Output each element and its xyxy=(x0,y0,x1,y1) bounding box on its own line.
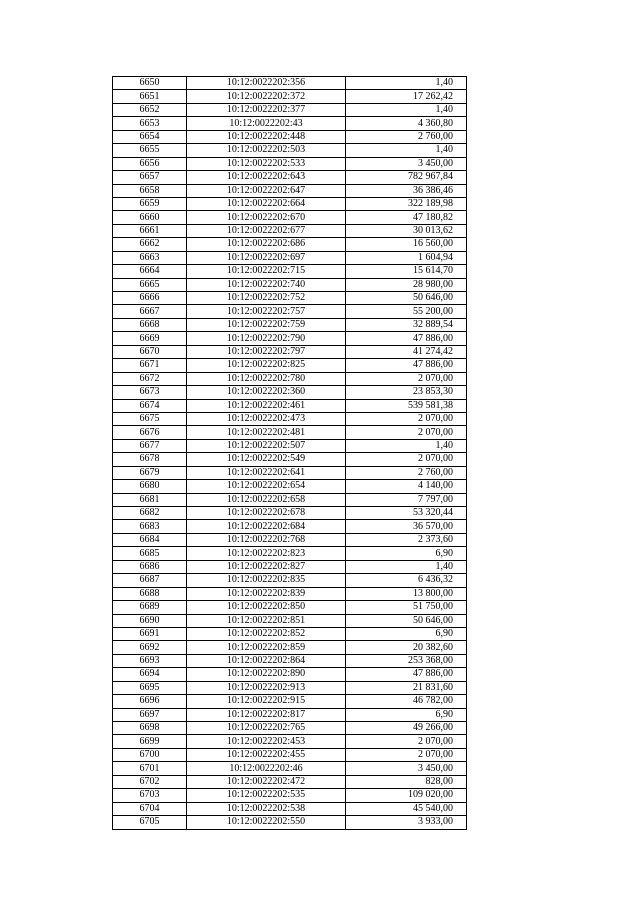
cadastral-number-cell: 10:12:0022202:827 xyxy=(187,560,346,573)
row-number-cell: 6686 xyxy=(113,560,187,573)
value-cell: 1,40 xyxy=(346,439,467,452)
row-number-cell: 6654 xyxy=(113,130,187,143)
cadastral-number-cell: 10:12:0022202:697 xyxy=(187,251,346,264)
table-row xyxy=(113,722,467,735)
value-cell: 3 450,00 xyxy=(346,157,467,170)
row-number-cell: 6696 xyxy=(113,695,187,708)
value-cell: 51 750,00 xyxy=(346,601,467,614)
row-number-cell: 6664 xyxy=(113,265,187,278)
cadastral-number-cell: 10:12:0022202:752 xyxy=(187,292,346,305)
table-row xyxy=(113,292,467,305)
value-cell: 46 782,00 xyxy=(346,695,467,708)
table-row xyxy=(113,816,467,829)
value-cell: 109 020,00 xyxy=(346,789,467,802)
cadastral-number-cell: 10:12:0022202:550 xyxy=(187,816,346,829)
value-cell: 28 980,00 xyxy=(346,278,467,291)
row-number-cell: 6677 xyxy=(113,439,187,452)
row-number-cell: 6692 xyxy=(113,641,187,654)
value-cell: 2 070,00 xyxy=(346,453,467,466)
table-row xyxy=(113,533,467,546)
value-cell: 16 560,00 xyxy=(346,238,467,251)
cadastral-number-cell: 10:12:0022202:835 xyxy=(187,574,346,587)
table-row xyxy=(113,332,467,345)
row-number-cell: 6667 xyxy=(113,305,187,318)
table-row xyxy=(113,439,467,452)
value-cell: 45 540,00 xyxy=(346,802,467,815)
table-row xyxy=(113,574,467,587)
table-row xyxy=(113,493,467,506)
table-row xyxy=(113,426,467,439)
row-number-cell: 6660 xyxy=(113,211,187,224)
table-row xyxy=(113,627,467,640)
cadastral-number-cell: 10:12:0022202:790 xyxy=(187,332,346,345)
cadastral-number-cell: 10:12:0022202:533 xyxy=(187,157,346,170)
table-row xyxy=(113,399,467,412)
row-number-cell: 6704 xyxy=(113,802,187,815)
cadastral-number-cell: 10:12:0022202:678 xyxy=(187,507,346,520)
cadastral-number-cell: 10:12:0022202:757 xyxy=(187,305,346,318)
value-cell: 53 320,44 xyxy=(346,507,467,520)
cadastral-number-cell: 10:12:0022202:46 xyxy=(187,762,346,775)
cadastral-number-cell: 10:12:0022202:823 xyxy=(187,547,346,560)
row-number-cell: 6670 xyxy=(113,345,187,358)
value-cell: 50 646,00 xyxy=(346,292,467,305)
value-cell: 36 386,46 xyxy=(346,184,467,197)
row-number-cell: 6676 xyxy=(113,426,187,439)
table-row xyxy=(113,735,467,748)
row-number-cell: 6673 xyxy=(113,386,187,399)
row-number-cell: 6687 xyxy=(113,574,187,587)
value-cell: 32 889,54 xyxy=(346,318,467,331)
cadastral-number-cell: 10:12:0022202:455 xyxy=(187,748,346,761)
value-cell: 55 200,00 xyxy=(346,305,467,318)
table-row xyxy=(113,775,467,788)
value-cell: 2 070,00 xyxy=(346,372,467,385)
row-number-cell: 6689 xyxy=(113,601,187,614)
cadastral-number-cell: 10:12:0022202:839 xyxy=(187,587,346,600)
value-cell: 1,40 xyxy=(346,77,467,90)
value-cell: 15 614,70 xyxy=(346,265,467,278)
table-row xyxy=(113,587,467,600)
value-cell: 36 570,00 xyxy=(346,520,467,533)
table-row xyxy=(113,318,467,331)
value-cell: 1,40 xyxy=(346,144,467,157)
row-number-cell: 6695 xyxy=(113,681,187,694)
cadastral-number-cell: 10:12:0022202:481 xyxy=(187,426,346,439)
cadastral-number-cell: 10:12:0022202:859 xyxy=(187,641,346,654)
value-cell: 1,40 xyxy=(346,560,467,573)
table-row xyxy=(113,238,467,251)
value-cell: 20 382,60 xyxy=(346,641,467,654)
row-number-cell: 6674 xyxy=(113,399,187,412)
table-row xyxy=(113,802,467,815)
table-row xyxy=(113,560,467,573)
cadastral-number-cell: 10:12:0022202:670 xyxy=(187,211,346,224)
row-number-cell: 6655 xyxy=(113,144,187,157)
cadastral-number-cell: 10:12:0022202:643 xyxy=(187,171,346,184)
cadastral-number-cell: 10:12:0022202:360 xyxy=(187,386,346,399)
cadastral-number-cell: 10:12:0022202:825 xyxy=(187,359,346,372)
cadastral-number-cell: 10:12:0022202:461 xyxy=(187,399,346,412)
value-cell: 47 180,82 xyxy=(346,211,467,224)
value-cell: 2 760,00 xyxy=(346,130,467,143)
value-cell: 49 266,00 xyxy=(346,722,467,735)
value-cell: 322 189,98 xyxy=(346,197,467,210)
table-row xyxy=(113,345,467,358)
row-number-cell: 6697 xyxy=(113,708,187,721)
cadastral-number-cell: 10:12:0022202:715 xyxy=(187,265,346,278)
row-number-cell: 6669 xyxy=(113,332,187,345)
row-number-cell: 6678 xyxy=(113,453,187,466)
row-number-cell: 6699 xyxy=(113,735,187,748)
value-cell: 6,90 xyxy=(346,627,467,640)
cadastral-number-cell: 10:12:0022202:377 xyxy=(187,103,346,116)
value-cell: 2 070,00 xyxy=(346,735,467,748)
row-number-cell: 6666 xyxy=(113,292,187,305)
value-cell: 47 886,00 xyxy=(346,332,467,345)
value-cell: 3 933,00 xyxy=(346,816,467,829)
cadastral-number-cell: 10:12:0022202:641 xyxy=(187,466,346,479)
table-row xyxy=(113,695,467,708)
value-cell: 782 967,84 xyxy=(346,171,467,184)
value-cell: 4 360,80 xyxy=(346,117,467,130)
row-number-cell: 6661 xyxy=(113,224,187,237)
cadastral-number-cell: 10:12:0022202:535 xyxy=(187,789,346,802)
cadastral-number-cell: 10:12:0022202:890 xyxy=(187,668,346,681)
cadastral-number-cell: 10:12:0022202:453 xyxy=(187,735,346,748)
row-number-cell: 6680 xyxy=(113,480,187,493)
value-cell: 17 262,42 xyxy=(346,90,467,103)
cadastral-number-cell: 10:12:0022202:658 xyxy=(187,493,346,506)
cadastral-number-cell: 10:12:0022202:654 xyxy=(187,480,346,493)
row-number-cell: 6652 xyxy=(113,103,187,116)
cadastral-number-cell: 10:12:0022202:356 xyxy=(187,77,346,90)
row-number-cell: 6681 xyxy=(113,493,187,506)
row-number-cell: 6675 xyxy=(113,412,187,425)
row-number-cell: 6658 xyxy=(113,184,187,197)
table-row xyxy=(113,211,467,224)
row-number-cell: 6688 xyxy=(113,587,187,600)
cadastral-number-cell: 10:12:0022202:664 xyxy=(187,197,346,210)
value-cell: 6,90 xyxy=(346,547,467,560)
value-cell: 2 070,00 xyxy=(346,412,467,425)
row-number-cell: 6657 xyxy=(113,171,187,184)
row-number-cell: 6653 xyxy=(113,117,187,130)
value-cell: 2 070,00 xyxy=(346,748,467,761)
row-number-cell: 6685 xyxy=(113,547,187,560)
cadastral-number-cell: 10:12:0022202:647 xyxy=(187,184,346,197)
row-number-cell: 6701 xyxy=(113,762,187,775)
row-number-cell: 6700 xyxy=(113,748,187,761)
cadastral-number-cell: 10:12:0022202:864 xyxy=(187,654,346,667)
table-row xyxy=(113,197,467,210)
row-number-cell: 6665 xyxy=(113,278,187,291)
value-cell: 23 853,30 xyxy=(346,386,467,399)
table-row xyxy=(113,305,467,318)
table-row xyxy=(113,224,467,237)
cadastral-number-cell: 10:12:0022202:759 xyxy=(187,318,346,331)
cadastral-number-cell: 10:12:0022202:768 xyxy=(187,533,346,546)
cadastral-number-cell: 10:12:0022202:850 xyxy=(187,601,346,614)
value-cell: 47 886,00 xyxy=(346,668,467,681)
table-row xyxy=(113,641,467,654)
row-number-cell: 6651 xyxy=(113,90,187,103)
value-cell: 50 646,00 xyxy=(346,614,467,627)
row-number-cell: 6668 xyxy=(113,318,187,331)
cadastral-number-cell: 10:12:0022202:684 xyxy=(187,520,346,533)
value-cell: 1 604,94 xyxy=(346,251,467,264)
cadastral-number-cell: 10:12:0022202:913 xyxy=(187,681,346,694)
table-row xyxy=(113,520,467,533)
table-row xyxy=(113,762,467,775)
table-row xyxy=(113,184,467,197)
row-number-cell: 6672 xyxy=(113,372,187,385)
cadastral-number-cell: 10:12:0022202:817 xyxy=(187,708,346,721)
value-cell: 21 831,60 xyxy=(346,681,467,694)
table-row xyxy=(113,748,467,761)
cadastral-number-cell: 10:12:0022202:740 xyxy=(187,278,346,291)
cadastral-number-cell: 10:12:0022202:851 xyxy=(187,614,346,627)
value-cell: 3 450,00 xyxy=(346,762,467,775)
row-number-cell: 6683 xyxy=(113,520,187,533)
value-cell: 828,00 xyxy=(346,775,467,788)
row-number-cell: 6691 xyxy=(113,627,187,640)
cadastral-number-cell: 10:12:0022202:915 xyxy=(187,695,346,708)
table-row xyxy=(113,90,467,103)
table-row xyxy=(113,601,467,614)
value-cell: 6,90 xyxy=(346,708,467,721)
table-row xyxy=(113,103,467,116)
table-row xyxy=(113,251,467,264)
row-number-cell: 6705 xyxy=(113,816,187,829)
value-cell: 1,40 xyxy=(346,103,467,116)
table-row xyxy=(113,171,467,184)
table-row xyxy=(113,507,467,520)
cadastral-number-cell: 10:12:0022202:472 xyxy=(187,775,346,788)
row-number-cell: 6662 xyxy=(113,238,187,251)
cadastral-number-cell: 10:12:0022202:765 xyxy=(187,722,346,735)
table-row xyxy=(113,144,467,157)
value-cell: 253 368,00 xyxy=(346,654,467,667)
table-row xyxy=(113,157,467,170)
table-row xyxy=(113,117,467,130)
table-row xyxy=(113,372,467,385)
row-number-cell: 6702 xyxy=(113,775,187,788)
cadastral-number-cell: 10:12:0022202:780 xyxy=(187,372,346,385)
value-cell: 2 070,00 xyxy=(346,426,467,439)
table-row xyxy=(113,614,467,627)
value-cell: 6 436,32 xyxy=(346,574,467,587)
table-row xyxy=(113,77,467,90)
row-number-cell: 6650 xyxy=(113,77,187,90)
table-row xyxy=(113,668,467,681)
row-number-cell: 6703 xyxy=(113,789,187,802)
table-row xyxy=(113,547,467,560)
value-cell: 47 886,00 xyxy=(346,359,467,372)
cadastral-number-cell: 10:12:0022202:677 xyxy=(187,224,346,237)
row-number-cell: 6698 xyxy=(113,722,187,735)
value-cell: 41 274,42 xyxy=(346,345,467,358)
cadastral-number-cell: 10:12:0022202:372 xyxy=(187,90,346,103)
row-number-cell: 6684 xyxy=(113,533,187,546)
row-number-cell: 6663 xyxy=(113,251,187,264)
table-row xyxy=(113,708,467,721)
table-row xyxy=(113,480,467,493)
table-row xyxy=(113,654,467,667)
cadastral-number-cell: 10:12:0022202:549 xyxy=(187,453,346,466)
row-number-cell: 6693 xyxy=(113,654,187,667)
cadastral-number-cell: 10:12:0022202:686 xyxy=(187,238,346,251)
value-cell: 30 013,62 xyxy=(346,224,467,237)
table-row xyxy=(113,681,467,694)
row-number-cell: 6671 xyxy=(113,359,187,372)
table-row xyxy=(113,130,467,143)
table-row xyxy=(113,278,467,291)
value-cell: 2 760,00 xyxy=(346,466,467,479)
value-cell: 2 373,60 xyxy=(346,533,467,546)
table-row xyxy=(113,789,467,802)
table-row xyxy=(113,466,467,479)
cadastral-number-cell: 10:12:0022202:538 xyxy=(187,802,346,815)
cadastral-number-cell: 10:12:0022202:797 xyxy=(187,345,346,358)
value-cell: 13 800,00 xyxy=(346,587,467,600)
data-table xyxy=(112,76,467,830)
cadastral-number-cell: 10:12:0022202:473 xyxy=(187,412,346,425)
table-row xyxy=(113,359,467,372)
row-number-cell: 6682 xyxy=(113,507,187,520)
table-row xyxy=(113,386,467,399)
value-cell: 539 581,38 xyxy=(346,399,467,412)
value-cell: 7 797,00 xyxy=(346,493,467,506)
row-number-cell: 6659 xyxy=(113,197,187,210)
row-number-cell: 6679 xyxy=(113,466,187,479)
row-number-cell: 6656 xyxy=(113,157,187,170)
cadastral-number-cell: 10:12:0022202:448 xyxy=(187,130,346,143)
table-row xyxy=(113,453,467,466)
row-number-cell: 6690 xyxy=(113,614,187,627)
table-row xyxy=(113,412,467,425)
cadastral-number-cell: 10:12:0022202:507 xyxy=(187,439,346,452)
table-row xyxy=(113,265,467,278)
cadastral-number-cell: 10:12:0022202:43 xyxy=(187,117,346,130)
table-body xyxy=(113,77,467,830)
value-cell: 4 140,00 xyxy=(346,480,467,493)
cadastral-number-cell: 10:12:0022202:852 xyxy=(187,627,346,640)
cadastral-number-cell: 10:12:0022202:503 xyxy=(187,144,346,157)
row-number-cell: 6694 xyxy=(113,668,187,681)
